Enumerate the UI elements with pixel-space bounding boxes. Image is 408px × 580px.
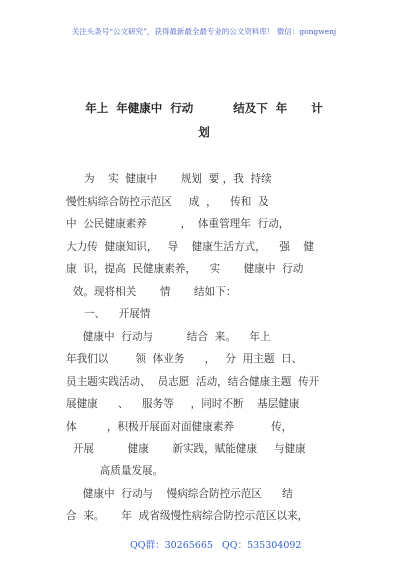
section-heading: 一、 开展情 xyxy=(84,308,151,320)
body-line: 健康中 行动与 慢病综合防控示范区 结 xyxy=(66,488,293,500)
body-line: 体 ，积极开展面对面健康素养 传， xyxy=(66,421,293,433)
body-line: 中 公民健康素养 ， 体重管理年 行动， xyxy=(66,218,290,230)
body-line: 年我们以 领 体业务 ， 分 用主题 日、 xyxy=(66,353,303,365)
header-banner: 关注头条号“公文研究”，获得最新最全最专业的公文资料库！ 微信：gongwenj xyxy=(71,27,337,36)
body-line: 效。现将相关 情 结如下： xyxy=(66,286,237,298)
qq-group-link[interactable]: QQ群：30265665 xyxy=(130,540,213,551)
body-line: 合 来。 年 成省级慢性病综合防控示范区以来， xyxy=(66,510,309,522)
body-line: 员主题实践活动、 员志愿 活动，结合健康主题 传开 xyxy=(66,376,320,388)
body-line: 展健康 、 服务等 ，同时不断 基层健康 xyxy=(66,398,300,410)
body-line: 康 识，提高 民健康素养， 实 健康中 行动 xyxy=(66,263,304,275)
body-line: 高质量发展。 xyxy=(66,465,164,477)
body-line: 开展 健康 新实践，赋能健康 与健康 xyxy=(66,443,306,455)
body-line: 慢性病综合防控示范区 成 ， 传和 及 xyxy=(66,196,269,208)
doc-title-line-1: 年上 年健康中 行动 结及下 年 计 xyxy=(85,101,323,115)
body-line: 为 实 健康中 规划 要 ，我 持续 xyxy=(84,173,272,185)
body-line: 健康中 行动与 结合 来。 年上 xyxy=(66,331,271,343)
doc-title-line-2: 划 xyxy=(198,125,210,139)
body-line: 大力传 健康知识， 导 健康生活方式， 强 健 xyxy=(66,241,314,253)
qq-contact-link[interactable]: QQ：535304092 xyxy=(222,540,302,551)
footer-contact xyxy=(0,537,408,570)
